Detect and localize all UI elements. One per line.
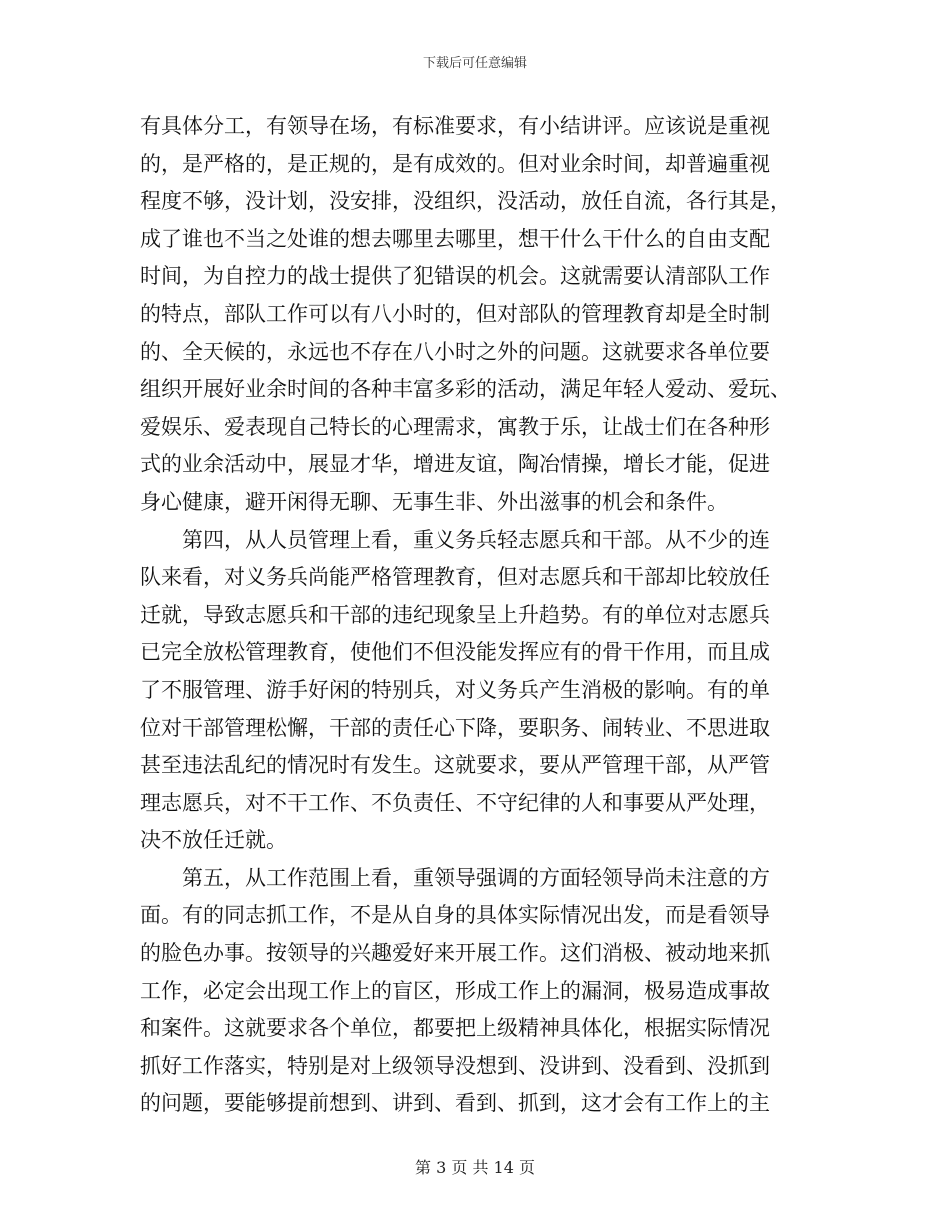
text-line: 了不服管理、游手好闲的特别兵，对义务兵产生消极的影响。有的单 xyxy=(140,677,770,702)
text-line: 甚至违法乱纪的情况时有发生。这就要求，要从严管理干部，从严管 xyxy=(140,753,770,778)
text-line: 第五，从工作范围上看，重领导强调的方面轻领导尚未注意的方 xyxy=(140,865,770,890)
text-line: 队来看，对义务兵尚能严格管理教育，但对志愿兵和干部却比较放任 xyxy=(140,565,770,590)
text-line: 的特点，部队工作可以有八小时的，但对部队的管理教育却是全时制 xyxy=(140,301,770,326)
text-line: 身心健康，避开闲得无聊、无事生非、外出滋事的机会和条件。 xyxy=(140,489,728,514)
text-line: 的、全天候的，永远也不存在八小时之外的问题。这就要求各单位要 xyxy=(140,339,770,364)
text-line: 式的业余活动中，展显才华，增进友谊，陶冶情操，增长才能，促进 xyxy=(140,452,770,477)
text-line: 的脸色办事。按领导的兴趣爱好来开展工作。这们消极、被动地来抓 xyxy=(140,941,770,966)
text-line: 位对干部管理松懈，干部的责任心下降，要职务、闹转业、不思进取 xyxy=(140,715,770,740)
text-line: 的，是严格的，是正规的，是有成效的。但对业余时间，却普遍重视 xyxy=(140,151,770,176)
text-line: 工作，必定会出现工作上的盲区，形成工作上的漏洞，极易造成事故 xyxy=(140,978,770,1003)
text-line: 第四，从人员管理上看，重义务兵轻志愿兵和干部。从不少的连 xyxy=(140,527,770,552)
text-line: 爱娱乐、爱表现自己特长的心理需求，寓教于乐，让战士们在各种形 xyxy=(140,414,770,439)
text-line: 有具体分工，有领导在场，有标准要求，有小结讲评。应该说是重视 xyxy=(140,114,770,138)
text-line: 组织开展好业余时间的各种丰富多彩的活动，满足年轻人爱动、爱玩、 xyxy=(140,377,791,402)
text-line: 成了谁也不当之处谁的想去哪里去哪里，想干什么干什么的自由支配 xyxy=(140,226,770,251)
text-line: 程度不够，没计划，没安排，没组织，没活动，放任自流，各行其是， xyxy=(140,189,791,214)
text-line: 和案件。这就要求各个单位，都要把上级精神具体化，根据实际情况 xyxy=(140,1016,770,1041)
body-text xyxy=(140,108,808,1123)
text-line: 已完全放松管理教育，使他们不但没能发挥应有的骨干作用，而且成 xyxy=(140,640,770,665)
text-line: 抓好工作落实，特别是对上级领导没想到、没讲到、没看到、没抓到 xyxy=(140,1053,770,1078)
text-line: 理志愿兵，对不干工作、不负责任、不守纪律的人和事要从严处理， xyxy=(140,790,770,815)
page-header: 下载后可任意编辑 xyxy=(422,56,527,71)
text-line: 迁就，导致志愿兵和干部的违纪现象呈上升趋势。有的单位对志愿兵 xyxy=(140,602,770,627)
text-line: 时间，为自控力的战士提供了犯错误的机会。这就需要认清部队工作 xyxy=(140,264,770,289)
text-line: 面。有的同志抓工作，不是从自身的具体实际情况出发，而是看领导 xyxy=(140,903,770,928)
text-line: 决不放任迁就。 xyxy=(140,828,287,853)
page-footer: 第 3 页 共 14 页 xyxy=(415,1158,535,1177)
text-line: 的问题，要能够提前想到、讲到、看到、抓到，这才会有工作上的主 xyxy=(140,1091,770,1116)
